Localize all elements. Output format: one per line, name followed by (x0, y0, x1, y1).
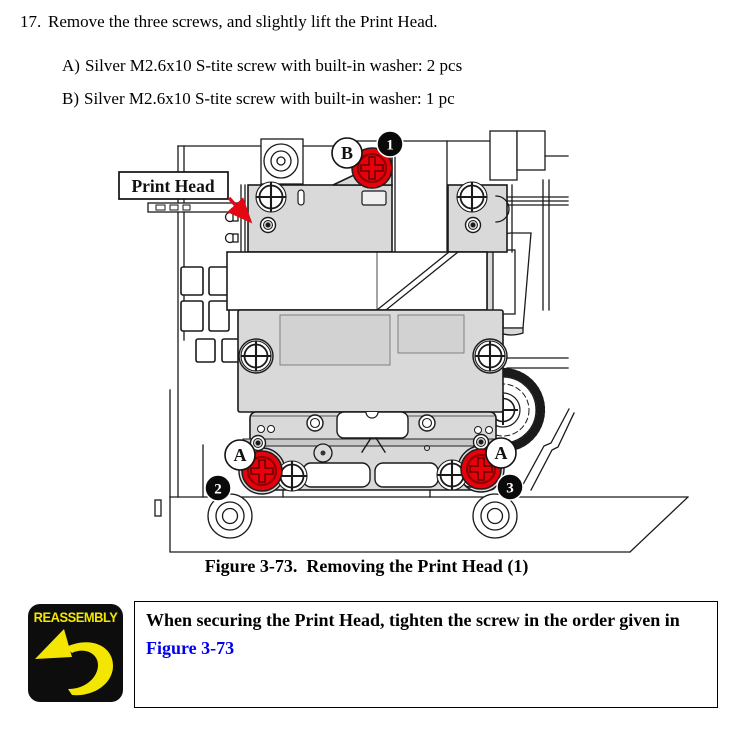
reassembly-note-box (134, 601, 718, 708)
sub-item-a-label: A) (62, 56, 80, 75)
carriage-base (239, 412, 504, 497)
label-screw-b: B (340, 143, 354, 163)
step-17-line (20, 12, 438, 32)
base-platform (155, 494, 688, 552)
reassembly-badge-label: REASSEMBLY (33, 609, 118, 625)
print-head-callout-label: Print Head (131, 176, 215, 196)
step-text: Remove the three screws, and slightly lift the Print Head. (48, 12, 438, 31)
reassembly-note-text: When securing the Print Head, tighten the screw in the order given in (146, 610, 680, 630)
figure-3-73-link[interactable]: Figure 3-73 (146, 637, 235, 658)
sub-item-b-text: Silver M2.6x10 S-tite screw with built-in washer: 1 pc (84, 89, 455, 108)
ribbon-cable (227, 252, 487, 310)
reassembly-arrow-icon (28, 625, 123, 699)
label-screw-a-left: A (233, 445, 247, 465)
figure-caption: Figure 3-73. Removing the Print Head (1) (204, 556, 529, 576)
step-number: 17. (20, 12, 42, 31)
step-sub-item-b (62, 89, 455, 109)
label-screw-a-right: A (494, 443, 508, 463)
step-sub-item-a (62, 56, 462, 76)
order-badge-3: 3 (506, 480, 514, 497)
figure-3-73-diagram (0, 120, 733, 556)
sub-item-b-label: B) (62, 89, 79, 108)
order-badge-2: 2 (214, 481, 222, 498)
order-badge-1: 1 (386, 137, 394, 154)
carriage-body (238, 310, 507, 412)
sub-item-a-text: Silver M2.6x10 S-tite screw with built-in washer: 2 pcs (84, 56, 463, 75)
reassembly-badge (28, 604, 123, 702)
